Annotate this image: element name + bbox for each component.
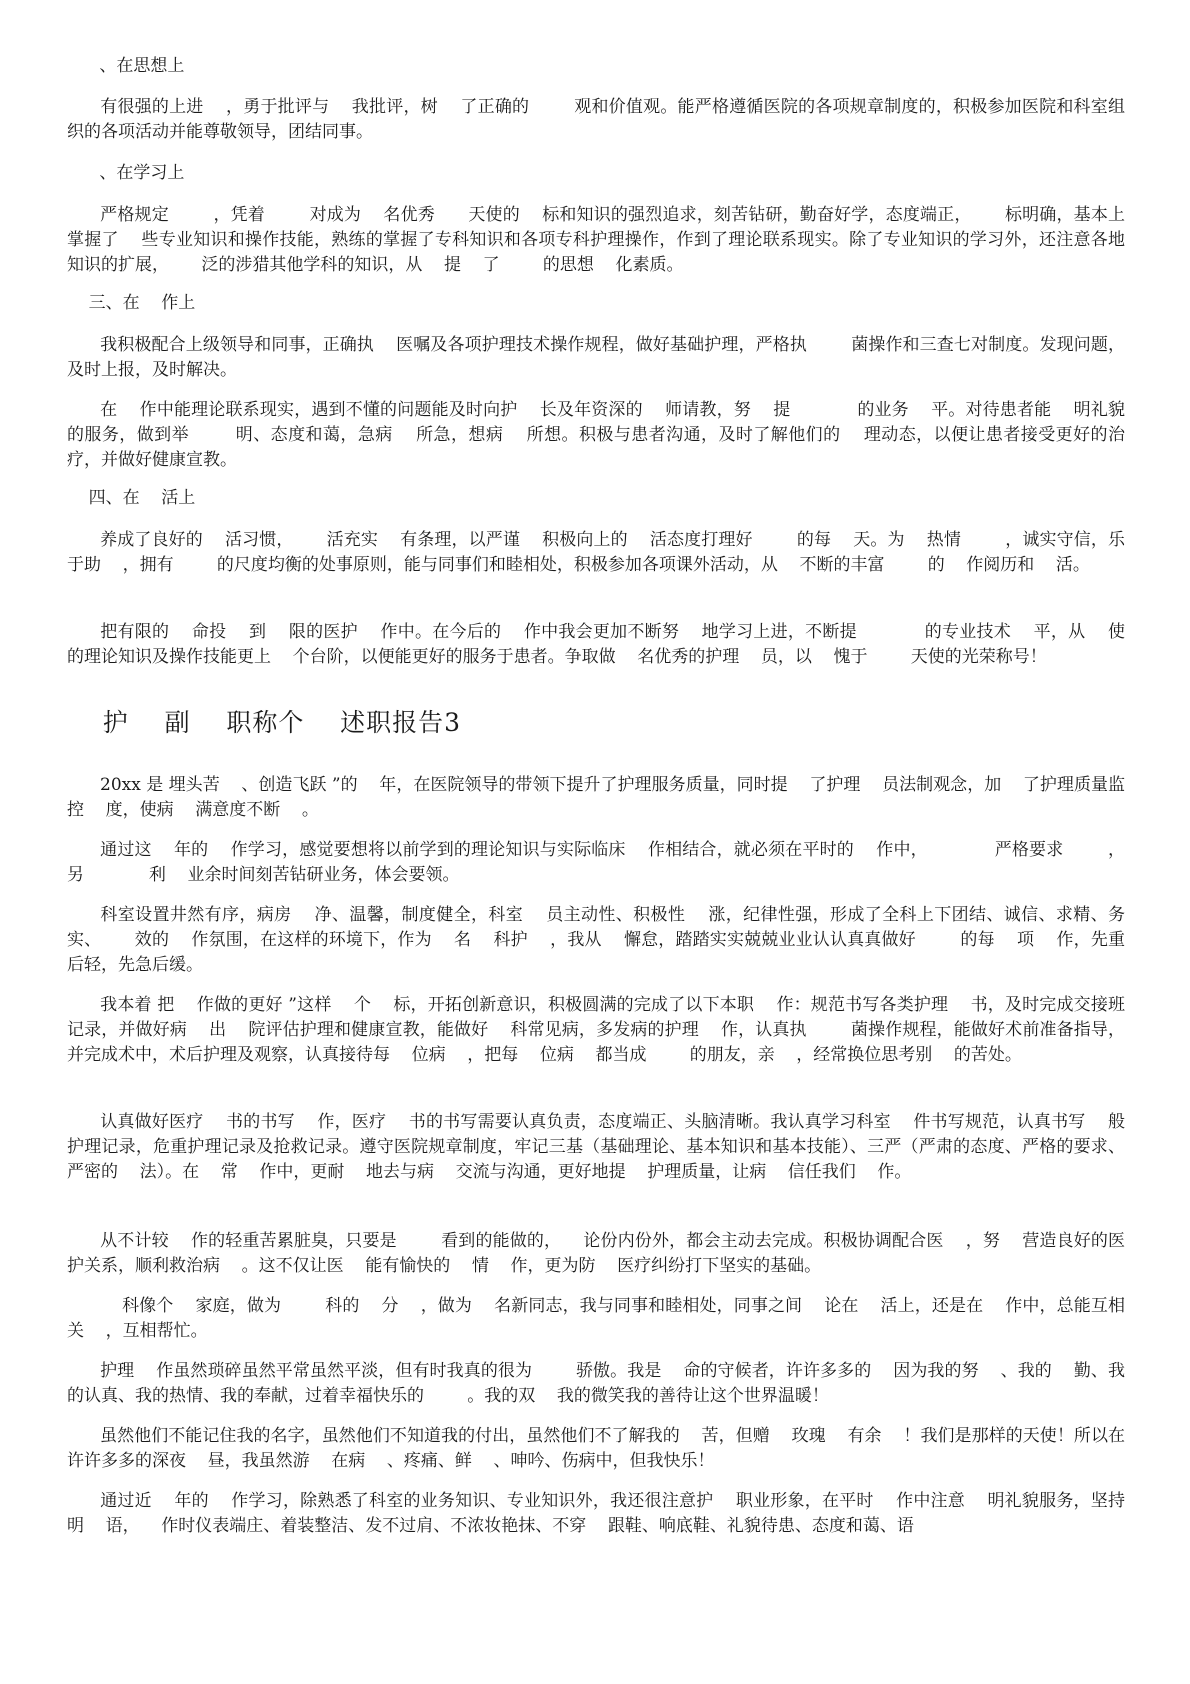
- paragraph-report-3: [67, 903, 1125, 978]
- paragraph-text: 科室设置井然有序，病房 净、温馨，制度健全，科室 员主动性、积极性 涨，纪律性强，形成了全科上下团结、诚信、求精、务实、 效的 作氛围，在这样的环境下，作为 名 科护 ，我从 懈怠，踏踏实实兢兢业业认认真真做好 的每 项 作，先重后轻，先急后缓。: [67, 905, 1125, 975]
- paragraph-text: 在 作中能理论联系现实，遇到不懂的问题能及时向护 长及年资深的 师请教，努 提 的业务 平。对待患者能 明礼貌的服务，做到举 明、态度和蔼，急病 所急，想病 所想。积极与患者沟通，及时了解他们的 理动态，以便让患者接受更好的治疗，并做好健康宣教。: [67, 400, 1125, 470]
- paragraph-report-6: [67, 1229, 1125, 1279]
- paragraph-report-1: [67, 773, 1125, 823]
- paragraph-report-5: [67, 1110, 1125, 1185]
- paragraph-report-4: [67, 993, 1125, 1068]
- paragraph-text: 严格规定 ，凭着 对成为 名优秀 天使的 标和知识的强烈追求，刻苦钻研，勤奋好学，态度端正， 标明确，基本上掌握了 些专业知识和操作技能，熟练的掌握了专科知识和各项专科护理操作，作到了理论联系现实。除了专业知识的学习外，还注意各地 知识的扩展， 泛的涉猎其他学科的知识，从 提 了 的思想 化素质。: [67, 205, 1147, 275]
- paragraph-report-7: [67, 1294, 1125, 1344]
- paragraph-report-8: [67, 1359, 1125, 1409]
- paragraph-text: 有很强的上进 ，勇于批评与 我批评，树 了正确的 观和价值观。能严格遵循医院的各项规章制度的，积极参加医院和科室组织的各项活动并能尊敬领导，团结同事。: [67, 97, 1125, 142]
- paragraph-life-1: [67, 528, 1125, 578]
- section-heading-thought: 、在思想上: [67, 56, 185, 76]
- paragraph-text: 养成了良好的 活习惯， 活充实 有条理，以严谨 积极向上的 活态度打理好 的每 天。为 热情 ，诚实守信，乐于助 ，拥有 的尺度均衡的处事原则，能与同事们和睦相处，积极参加各项课外活动，从 不断的丰富 的 作阅历和 活。: [67, 530, 1125, 575]
- paragraph-work-2: [67, 398, 1125, 473]
- section-heading-life: 四、在 活上: [67, 488, 196, 508]
- paragraph-text: 我积极配合上级领导和同事，正确执 医嘱及各项护理技术操作规程，做好基础护理，严格执 菌操作和三查七对制度。发现问题，及时上报，及时解决。: [67, 335, 1125, 380]
- paragraph-text: 20xx 是 埋头苦 、创造飞跃 ”的 年，在医院领导的带领下提升了护理服务质量，同时提 了护理 员法制观念，加 了护理质量监控 度，使病 满意度不断 。: [67, 775, 1125, 820]
- paragraph-text: 把有限的 命投 到 限的医护 作中。在今后的 作中我会更加不断努 地学习上进，不断提 的专业技术 平，从 使 的理论知识及操作技能更上 个台阶，以便能更好的服务于患者。争取做 名优秀的护理 员，以 愧于 天使的光荣称号！: [67, 622, 1169, 667]
- paragraph-text: 护理 作虽然琐碎虽然平常虽然平淡，但有时我真的很为 骄傲。我是 命的守候者，许许多多的 因为我的努 、我的 勤、我的认真、我的热情、我的奉献，过着幸福快乐的 。我的双 我的微笑我的善待让这个世界温暖！: [67, 1361, 1125, 1406]
- section-heading-work: 三、在 作上: [67, 293, 196, 313]
- paragraph-text: 从不计较 作的轻重苦累脏臭，只要是 看到的能做的， 论份内份外，都会主动去完成。积极协调配合医 ，努 营造良好的医护关系，顺利救治病 。这不仅让医 能有愉快的 情 作，更为防 医疗纠纷打下坚实的基础。: [67, 1231, 1125, 1276]
- paragraph-report-2: [67, 838, 1125, 888]
- paragraph-thought: [67, 95, 1125, 145]
- paragraph-report-9: [67, 1424, 1125, 1474]
- paragraph-study: [67, 203, 1147, 278]
- paragraph-life-2: [67, 620, 1169, 670]
- paragraph-text: 虽然他们不能记住我的名字，虽然他们不知道我的付出，虽然他们不了解我的 苦，但赠 玫瑰 有余 ！我们是那样的天使！所以在许许多多的深夜 昼，我虽然游 在病 、疼痛、鲜 、呻吟、伤病中，但我快乐！: [67, 1426, 1125, 1471]
- paragraph-work-1: [67, 333, 1125, 383]
- paragraph-text: 通过近 年的 作学习，除熟悉了科室的业务知识、专业知识外，我还很注意护 职业形象，在平时 作中注意 明礼貌服务，坚持 明 语， 作时仪表端庄、着装整洁、发不过肩、不浓妆艳抹、不穿 跟鞋、响底鞋、礼貌待患、态度和蔼、语: [67, 1491, 1147, 1536]
- paragraph-text: 通过这 年的 作学习，感觉要想将以前学到的理论知识与实际临床 作相结合，就必须在平时的 作中， 严格要求 ，另 利 业余时间刻苦钻研业务，体会要领。: [67, 840, 1125, 885]
- section-heading-study: 、在学习上: [67, 163, 185, 183]
- report-title: 护 副 职称个 述职报告3: [67, 708, 462, 737]
- paragraph-report-10: [67, 1489, 1147, 1539]
- paragraph-text: 认真做好医疗 书的书写 作，医疗 书的书写需要认真负责，态度端正、头脑清晰。我认真学习科室 件书写规范，认真书写 般护理记录，危重护理记录及抢救记录。遵守医院规章制度，牢记三基（基础理论、基本知识和基本技能）、三严（严肃的态度、严格的要求、严密的 法）。在 常 作中，更耐 地去与病 交流与沟通，更好地提 护理质量，让病 信任我们 作。: [67, 1112, 1125, 1182]
- paragraph-text: 我本着 把 作做的更好 ”这样 个 标，开拓创新意识，积极圆满的完成了以下本职 作：规范书写各类护理 书，及时完成交接班记录，并做好病 出 院评估护理和健康宣教，能做好 科常见病，多发病的护理 作，认真执 菌操作规程，能做好术前准备指导，并完成术中，术后护理及观察，认真接待每 位病 ，把每 位病 都当成 的朋友，亲 ，经常换位思考别 的苦处。: [67, 995, 1125, 1065]
- paragraph-text: 科像个 家庭，做为 科的 分 ，做为 名新同志，我与同事和睦相处，同事之间 论在 活上，还是在 作中，总能互相关 ，互相帮忙。: [67, 1296, 1125, 1341]
